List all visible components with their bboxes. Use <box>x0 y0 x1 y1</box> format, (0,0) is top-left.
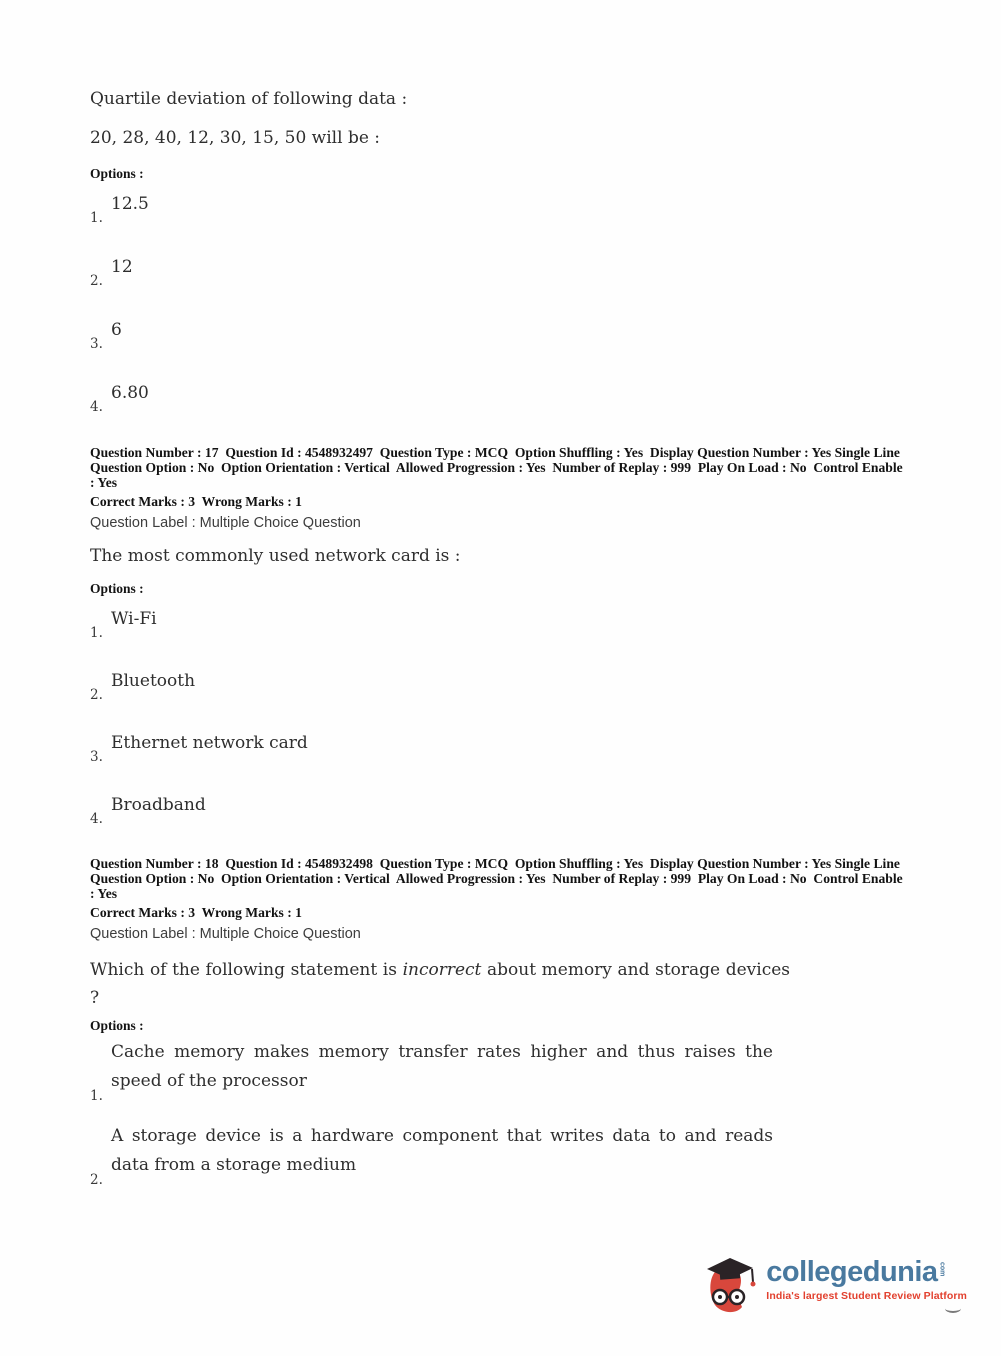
option-number: 2. <box>90 687 103 703</box>
option-text: 12 <box>111 257 133 277</box>
question-text-prefix: Which of the following statement is <box>90 960 403 980</box>
question-text: The most commonly used network card is : <box>90 546 461 566</box>
option-number: 3. <box>90 749 103 765</box>
option-number: 1. <box>90 1088 103 1104</box>
question-text-emphasis: incorrect <box>402 960 482 980</box>
option-3 <box>90 319 911 352</box>
option-text: Bluetooth <box>111 671 196 691</box>
question-label: Question Label : Multiple Choice Question <box>90 926 361 942</box>
exam-content-column <box>90 88 911 1206</box>
logo-brand-suffix: com <box>938 1262 946 1277</box>
logo-text-group <box>766 1257 967 1313</box>
options-heading: Options : <box>90 1018 144 1033</box>
option-number: 1. <box>90 625 103 641</box>
option-number: 3. <box>90 336 103 352</box>
collegedunia-logo <box>703 1252 967 1318</box>
option-text: Cache memory makes memory transfer rates higher and thus raises the speed of the processor <box>111 1042 773 1091</box>
option-3 <box>90 732 911 765</box>
question-text-suffix: about memory and storage devices ? <box>90 960 791 1008</box>
logo-brand-text: collegedunia <box>766 1256 938 1288</box>
option-2 <box>90 1122 911 1188</box>
option-text: 12.5 <box>111 194 149 214</box>
question-meta: Question Number : 18 Question Id : 4548932498 Question Type : MCQ Option Shuffling : Yes Display Question Number : Yes Single Line Question Option : No Option Orientation : Vertical Allowed Progression : Yes Number of Replay : 999 Play On Load : No Control Enable : Yes <box>90 856 907 901</box>
option-number: 2. <box>90 1172 103 1188</box>
graduate-mascot-icon <box>703 1252 757 1318</box>
option-number: 2. <box>90 273 103 289</box>
logo-tagline: India's largest Student Review Platform <box>766 1290 967 1302</box>
option-4 <box>90 794 911 827</box>
question-16-block <box>90 88 911 415</box>
option-2 <box>90 670 911 703</box>
option-text: A storage device is a hardware component that writes data to and reads data from a storage medium <box>111 1126 773 1175</box>
option-text: 6 <box>111 320 122 340</box>
option-text: Wi-Fi <box>111 609 157 629</box>
option-number: 1. <box>90 210 103 226</box>
option-number: 4. <box>90 399 103 415</box>
question-marks: Correct Marks : 3 Wrong Marks : 1 <box>90 494 302 509</box>
question-marks: Correct Marks : 3 Wrong Marks : 1 <box>90 905 302 920</box>
option-2 <box>90 256 911 289</box>
question-text <box>90 956 790 1012</box>
option-1 <box>90 193 911 226</box>
question-text-line: Quartile deviation of following data : <box>90 89 408 109</box>
option-text: Broadband <box>111 795 206 815</box>
question-meta: Question Number : 17 Question Id : 4548932497 Question Type : MCQ Option Shuffling : Yes Display Question Number : Yes Single Line Question Option : No Option Orientation : Vertical Allowed Progression : Yes Number of Replay : 999 Play On Load : No Control Enable : Yes <box>90 445 907 490</box>
question-label: Question Label : Multiple Choice Question <box>90 515 361 531</box>
option-text: 6.80 <box>111 383 149 403</box>
options-heading: Options : <box>90 581 144 596</box>
question-text-line: 20, 28, 40, 12, 30, 15, 50 will be : <box>90 128 381 148</box>
logo-brand-row <box>766 1257 967 1287</box>
question-18-block <box>90 856 911 1188</box>
option-text: Ethernet network card <box>111 733 308 753</box>
option-number: 4. <box>90 811 103 827</box>
question-17-block <box>90 445 911 827</box>
logo-swoosh-mark <box>945 1304 961 1313</box>
option-1 <box>90 1038 911 1104</box>
option-1 <box>90 608 911 641</box>
option-4 <box>90 382 911 415</box>
options-heading: Options : <box>90 166 144 181</box>
